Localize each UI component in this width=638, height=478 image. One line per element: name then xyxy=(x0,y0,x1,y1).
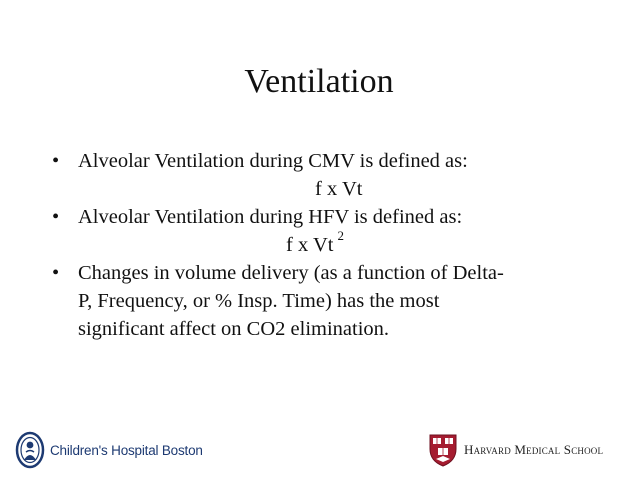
bullet-list xyxy=(52,147,592,343)
bullet-item-hfv xyxy=(52,203,592,231)
bullet-item-volume xyxy=(52,259,592,287)
childrens-hospital-logo xyxy=(14,430,203,470)
bullet-text-line-3: significant affect on CO2 elimination. xyxy=(78,318,390,340)
harvard-shield-icon xyxy=(428,433,458,467)
formula-text: f x Vt xyxy=(286,234,334,256)
formula-hfv xyxy=(52,228,592,259)
bullet-marker: • xyxy=(52,206,60,228)
bullet-text: Alveolar Ventilation during HFV is defined as: xyxy=(78,206,463,228)
bullet-item-cmv xyxy=(52,147,592,175)
slide-title: Ventilation xyxy=(244,63,394,100)
formula-cmv xyxy=(52,175,592,203)
harvard-medical-school-logo xyxy=(428,432,603,468)
bullet-text-line-2: P, Frequency, or % Insp. Time) has the most xyxy=(78,290,440,312)
formula-exponent: 2 xyxy=(337,228,344,244)
harvard-medical-school-text: Harvard Medical School xyxy=(464,442,604,457)
bullet-marker: • xyxy=(52,262,60,284)
bullet-marker: • xyxy=(52,150,60,172)
childrens-hospital-text: Children's Hospital Boston xyxy=(50,442,203,458)
bullet-text: Alveolar Ventilation during CMV is defined as: xyxy=(78,150,468,172)
formula-text: f x Vt xyxy=(315,178,363,200)
childrens-hospital-seal-icon xyxy=(14,430,46,470)
bullet-text-line-1: Changes in volume delivery (as a function of Delta- xyxy=(78,262,504,284)
